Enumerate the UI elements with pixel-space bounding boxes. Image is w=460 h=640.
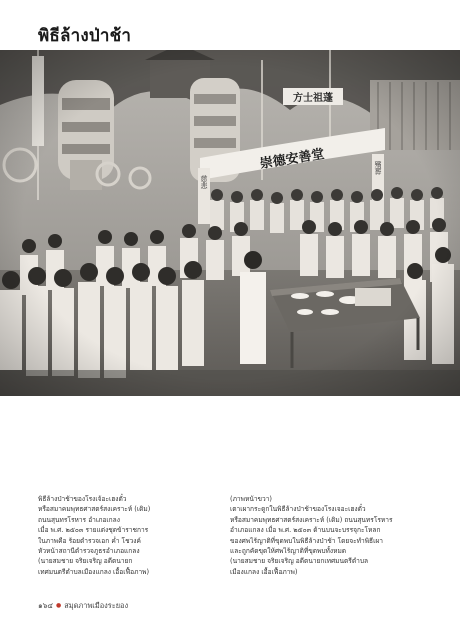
bullet-icon: ● bbox=[55, 602, 62, 609]
ceremony-photo bbox=[0, 50, 460, 396]
caption-left: พิธีล้างป่าช้าของโรงเจ้อะเฮงตั๋ว หรือสมาคมพุทธศาสตร์สงเคราะห์ (เดิม) ถนนสุนทรโรหาร อำเภอเกลง เมื่อ พ.ศ. ๒๕๐๓ รายแต่งชุดข้าราชการ ในภาพคือ ร้อยตำรวจเอก ค่ำ โชวงค์ หัวหน้าสถานีตำรวจภูธรอำเภอแกลง (นายสมชาย จริยเจริญ อดีตนายก เทศมนตรีตำบลเมืองแกลง เอื้อเฟื้อภาพ) bbox=[38, 495, 151, 576]
footer bbox=[38, 600, 128, 612]
page-title: พิธีล้างป่าช้า bbox=[38, 26, 132, 46]
page-number: ๑๖๔ bbox=[38, 601, 53, 610]
book-title: สมุดภาพเมืองระยอง bbox=[64, 601, 129, 610]
caption-right: (ภาพหน้าขวา) เตาเผากระดูกในพิธีล้างป่าช้าของโรงเจอะเฮงตั๋ว หรือสมาคมพุทธศาสตร์สงเคราะห์ (เดิม) ถนนสุนทรโรหาร อำเภอแกลง เมื่อ พ.ศ. ๒๕๐๓ ด้านบนจะบรรจุกะโหลก ของศพไร้ญาติที่ขุดพบในพิธีล้างป่าช้า โดยจะทำพิธีเผา และถูกคัดขุดให้ศพไร้ญาติที่ขุดพบทั้งหมด (นายสมชาย จริยเจริญ อดีตนายกเทศมนตรีตำบล เมืองแกลง เอื้อเฟื้อภาพ) bbox=[230, 495, 393, 576]
